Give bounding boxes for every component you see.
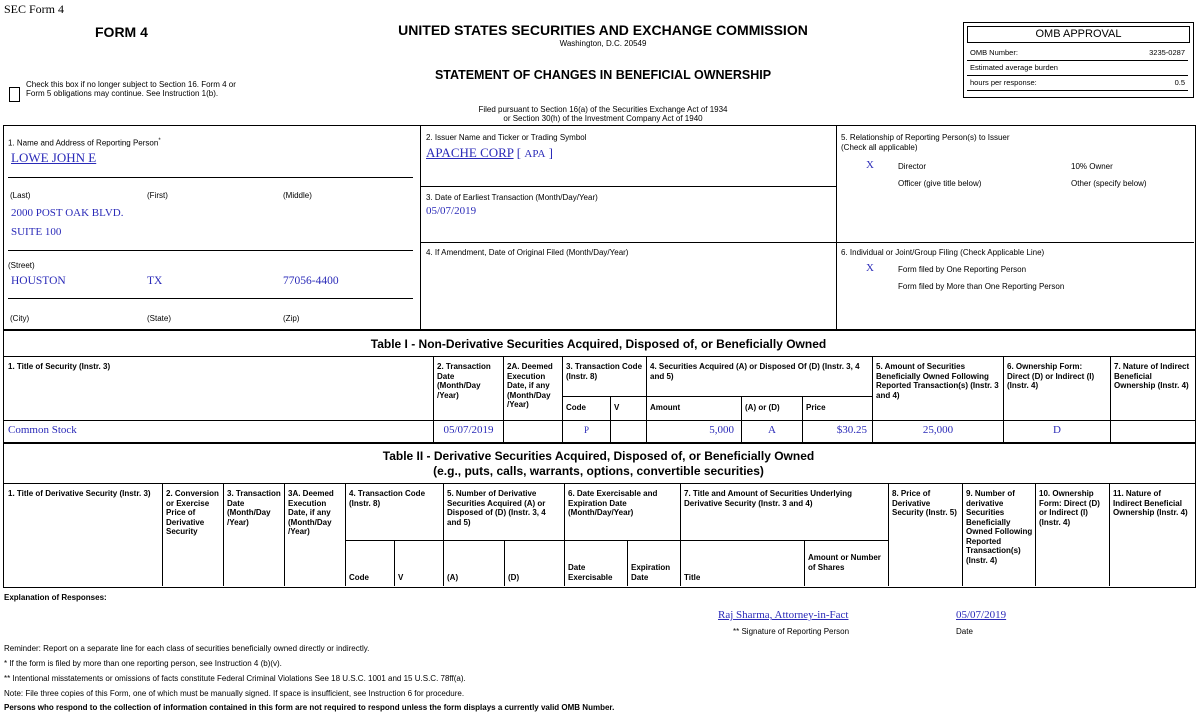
table2-title: Table II - Derivative Securities Acquired, Disposed of, or Beneficially Owned: [382, 449, 815, 463]
sec-form-label: SEC Form 4: [4, 2, 65, 16]
footer-note2: ** Intentional misstatements or omissions of facts constitute Federal Criminal Violations See 18 U.S.C. 1001 and 15 U.S.C. 78ff(a).: [4, 674, 466, 683]
street-label: (Street): [8, 261, 35, 270]
city-value: HOUSTON: [11, 275, 66, 287]
divider: [394, 540, 395, 586]
divider: [503, 357, 504, 443]
t2-col-title: 1. Title of Derivative Security (Instr. 3): [8, 489, 151, 498]
divider: [1035, 484, 1036, 586]
t2-sub-expiration: Expiration Date: [631, 563, 671, 582]
one-person-check-mark: X: [866, 262, 874, 274]
issuer-line: [426, 145, 553, 161]
divider: [420, 186, 836, 187]
t1-sub-v: V: [614, 403, 620, 412]
omb-number-row: [967, 46, 1188, 61]
divider: [1109, 484, 1110, 586]
t2-col-derivative-owned: 9. Number of derivative Securities Beneficially Owned Following Reported Transaction(s) (Instr. 4): [966, 489, 1033, 565]
divider: [627, 540, 628, 586]
divider: [1110, 357, 1111, 443]
t2-sub-code: Code: [349, 573, 369, 582]
t1-col-form: 6. Ownership Form: Direct (D) or Indirect (I) (Instr. 4): [1007, 362, 1095, 390]
t1-sub-amount: Amount: [650, 403, 681, 412]
state-label: (State): [147, 314, 172, 323]
divider: [3, 483, 1195, 484]
t2-sub-amount: Amount or Number of Shares: [808, 553, 881, 572]
signature-name-link[interactable]: Raj Sharma, Attorney-in-Fact: [718, 609, 849, 621]
divider: [680, 484, 681, 586]
issuer-name-link[interactable]: APACHE CORP: [426, 145, 514, 160]
divider: [345, 540, 888, 541]
officer-label: Officer (give title below): [898, 179, 982, 188]
ticker-bracket-open: [: [516, 145, 522, 160]
earliest-transaction-date: 05/07/2019: [426, 205, 477, 217]
t1-row-owned: 25,000: [922, 424, 954, 436]
t2-sub-v: V: [398, 573, 404, 582]
t2-col-date: 3. Transaction Date (Month/Day /Year): [227, 489, 281, 527]
t2-col-price: 8. Price of Derivative Security (Instr. 5): [892, 489, 957, 517]
signature-label: ** Signature of Reporting Person: [733, 627, 850, 636]
relationship-sub: (Check all applicable): [841, 143, 918, 152]
date-label: Date: [956, 627, 973, 636]
filed-pursuant-line1: Filed pursuant to Section 16(a) of the Securities Exchange Act of 1934: [478, 105, 728, 114]
section-divider: [3, 329, 1195, 331]
divider: [562, 396, 872, 397]
section-divider: [3, 442, 1195, 444]
t1-col-date: 2. Transaction Date (Month/Day /Year): [437, 362, 491, 400]
first-label: (First): [147, 191, 168, 200]
t2-col-underlying: 7. Title and Amount of Securities Underlying Derivative Security (Instr. 3 and 4): [684, 489, 853, 508]
t1-sub-aord: (A) or (D): [745, 403, 780, 412]
t1-row-date: 05/07/2019: [443, 424, 494, 436]
divider: [8, 250, 413, 251]
t2-col-nature: 11. Nature of Indirect Beneficial Ownership (Instr. 4): [1113, 489, 1188, 517]
table2-subtitle: (e.g., puts, calls, warrants, options, convertible securities): [433, 464, 764, 478]
t2-col-code: 4. Transaction Code (Instr. 8): [349, 489, 426, 508]
t1-sub-price: Price: [806, 403, 826, 412]
t2-sub-d: (D): [508, 573, 520, 582]
ticker-link[interactable]: APA: [524, 148, 546, 160]
t1-col-owned: 5. Amount of Securities Beneficially Owned Following Reported Transaction(s) (Instr. 3 and 4): [876, 362, 999, 400]
divider: [564, 484, 565, 586]
table1-title: Table I - Non-Derivative Securities Acquired, Disposed of, or Beneficially Owned: [370, 337, 827, 351]
omb-number-label: OMB Number:: [970, 48, 1018, 57]
address-line1: 2000 POST OAK BLVD.: [11, 207, 124, 219]
t1-col-nature: 7. Nature of Indirect Beneficial Ownership (Instr. 4): [1114, 362, 1190, 390]
state-value: TX: [147, 275, 163, 287]
t2-col-number: 5. Number of Derivative Securities Acquired (A) or Disposed of (D) (Instr. 3, 4 and 5): [447, 489, 546, 527]
explanation-label: Explanation of Responses:: [4, 593, 107, 602]
divider: [284, 484, 285, 586]
t1-col-code: 3. Transaction Code (Instr. 8): [566, 362, 643, 381]
agency-title: UNITED STATES SECURITIES AND EXCHANGE COMMISSION: [398, 22, 808, 38]
reporting-person-label: [8, 136, 161, 149]
divider: [443, 484, 444, 586]
section16-checkbox[interactable]: [9, 87, 20, 102]
divider: [888, 484, 889, 586]
divider: [345, 484, 346, 586]
omb-burden-row: [967, 61, 1188, 76]
divider: [8, 177, 413, 178]
t2-col-deemed: 3A. Deemed Execution Date, if any (Month/Day /Year): [288, 489, 334, 536]
ten-percent-owner-label: 10% Owner: [1071, 162, 1113, 171]
footer-note3: Note: File three copies of this Form, one of which must be manually signed. If space is insufficient, see Instruction 6 for procedure.: [4, 689, 465, 698]
filed-pursuant-line2: or Section 30(h) of the Investment Company Act of 1940: [503, 114, 703, 123]
statement-title: STATEMENT OF CHANGES IN BENEFICIAL OWNERSHIP: [434, 68, 772, 82]
amendment-label: 4. If Amendment, Date of Original Filed (Month/Day/Year): [426, 248, 629, 257]
omb-burden-label: Estimated average burden: [970, 63, 1058, 72]
zip-value: 77056-4400: [283, 275, 339, 287]
more-persons-label: Form filed by More than One Reporting Person: [898, 282, 1065, 291]
earliest-transaction-label: 3. Date of Earliest Transaction (Month/Day/Year): [426, 193, 598, 202]
divider: [3, 420, 1195, 421]
director-label: Director: [898, 162, 927, 171]
t2-sub-exercisable: Date Exercisable: [568, 563, 613, 582]
city-label: (City): [10, 314, 30, 323]
one-person-label: Form filed by One Reporting Person: [898, 265, 1027, 274]
agency-address: Washington, D.C. 20549: [559, 39, 647, 48]
footer-reminder: Reminder: Report on a separate line for each class of securities beneficially owned directly or indirectly.: [4, 644, 370, 653]
divider: [3, 356, 1195, 357]
divider: [504, 540, 505, 586]
t2-sub-a: (A): [447, 573, 459, 582]
footer-note1: * If the form is filed by more than one reporting person, see Instruction 4 (b)(v).: [4, 659, 282, 668]
issuer-label: 2. Issuer Name and Ticker or Trading Symbol: [426, 133, 587, 142]
omb-approval-title: OMB APPROVAL: [967, 26, 1190, 43]
relationship-label: 5. Relationship of Reporting Person(s) to Issuer: [841, 133, 1010, 142]
director-check-mark: X: [866, 159, 874, 171]
divider: [962, 484, 963, 586]
t1-row-aord: A: [768, 424, 776, 436]
reporting-person-label-text: 1. Name and Address of Reporting Person: [8, 138, 159, 148]
divider: [836, 126, 837, 329]
last-label: (Last): [10, 191, 31, 200]
omb-hours-row: [967, 76, 1188, 91]
reporting-person-name-link[interactable]: LOWE JOHN E: [11, 150, 97, 165]
t2-col-exercisable: 6. Date Exercisable and Expiration Date (Month/Day/Year): [568, 489, 658, 517]
divider: [223, 484, 224, 586]
omb-hours-value: 0.5: [1174, 78, 1185, 87]
t1-row-code: P: [583, 425, 589, 435]
footer-note4: Persons who respond to the collection of information contained in this form are not required to respond unless the form displays a currently valid OMB Number.: [4, 703, 615, 712]
divider: [804, 540, 805, 586]
zip-label: (Zip): [283, 314, 300, 323]
other-label: Other (specify below): [1071, 179, 1147, 188]
t2-col-form: 10. Ownership Form: Direct (D) or Indirect (I) (Instr. 4): [1039, 489, 1100, 527]
t1-col-deemed: 2A. Deemed Execution Date, if any (Month/Day /Year): [507, 362, 553, 409]
t1-row-price: $30.25: [836, 424, 867, 436]
t1-sub-code: Code: [566, 403, 586, 412]
ticker-bracket-close: ]: [548, 145, 553, 160]
t2-col-conversion: 2. Conversion or Exercise Price of Derivative Security: [166, 489, 219, 536]
divider: [162, 484, 163, 586]
asterisk: *: [158, 138, 161, 144]
t1-col-title: 1. Title of Security (Instr. 3): [8, 362, 111, 371]
filing-label: 6. Individual or Joint/Group Filing (Check Applicable Line): [841, 248, 1045, 257]
middle-label: (Middle): [283, 191, 312, 200]
omb-number-value: 3235-0287: [1149, 48, 1185, 57]
divider: [420, 126, 421, 329]
t1-col-acquired: 4. Securities Acquired (A) or Disposed Of (D) (Instr. 3, 4 and 5): [650, 362, 860, 381]
signature-date-link[interactable]: 05/07/2019: [956, 609, 1007, 621]
section16-checkbox-label: Check this box if no longer subject to Section 16. Form 4 or Form 5 obligations may continue. See Instruction 1(b).: [26, 80, 236, 98]
omb-hours-label: hours per response:: [970, 78, 1037, 87]
t1-row-amount: 5,000: [709, 424, 734, 436]
divider: [420, 242, 1194, 243]
t1-row-title: Common Stock: [8, 424, 77, 436]
divider: [8, 298, 413, 299]
t1-row-form: D: [1053, 424, 1061, 436]
t2-sub-title: Title: [684, 573, 701, 582]
address-line2: SUITE 100: [11, 226, 62, 238]
form-title: FORM 4: [95, 24, 148, 40]
